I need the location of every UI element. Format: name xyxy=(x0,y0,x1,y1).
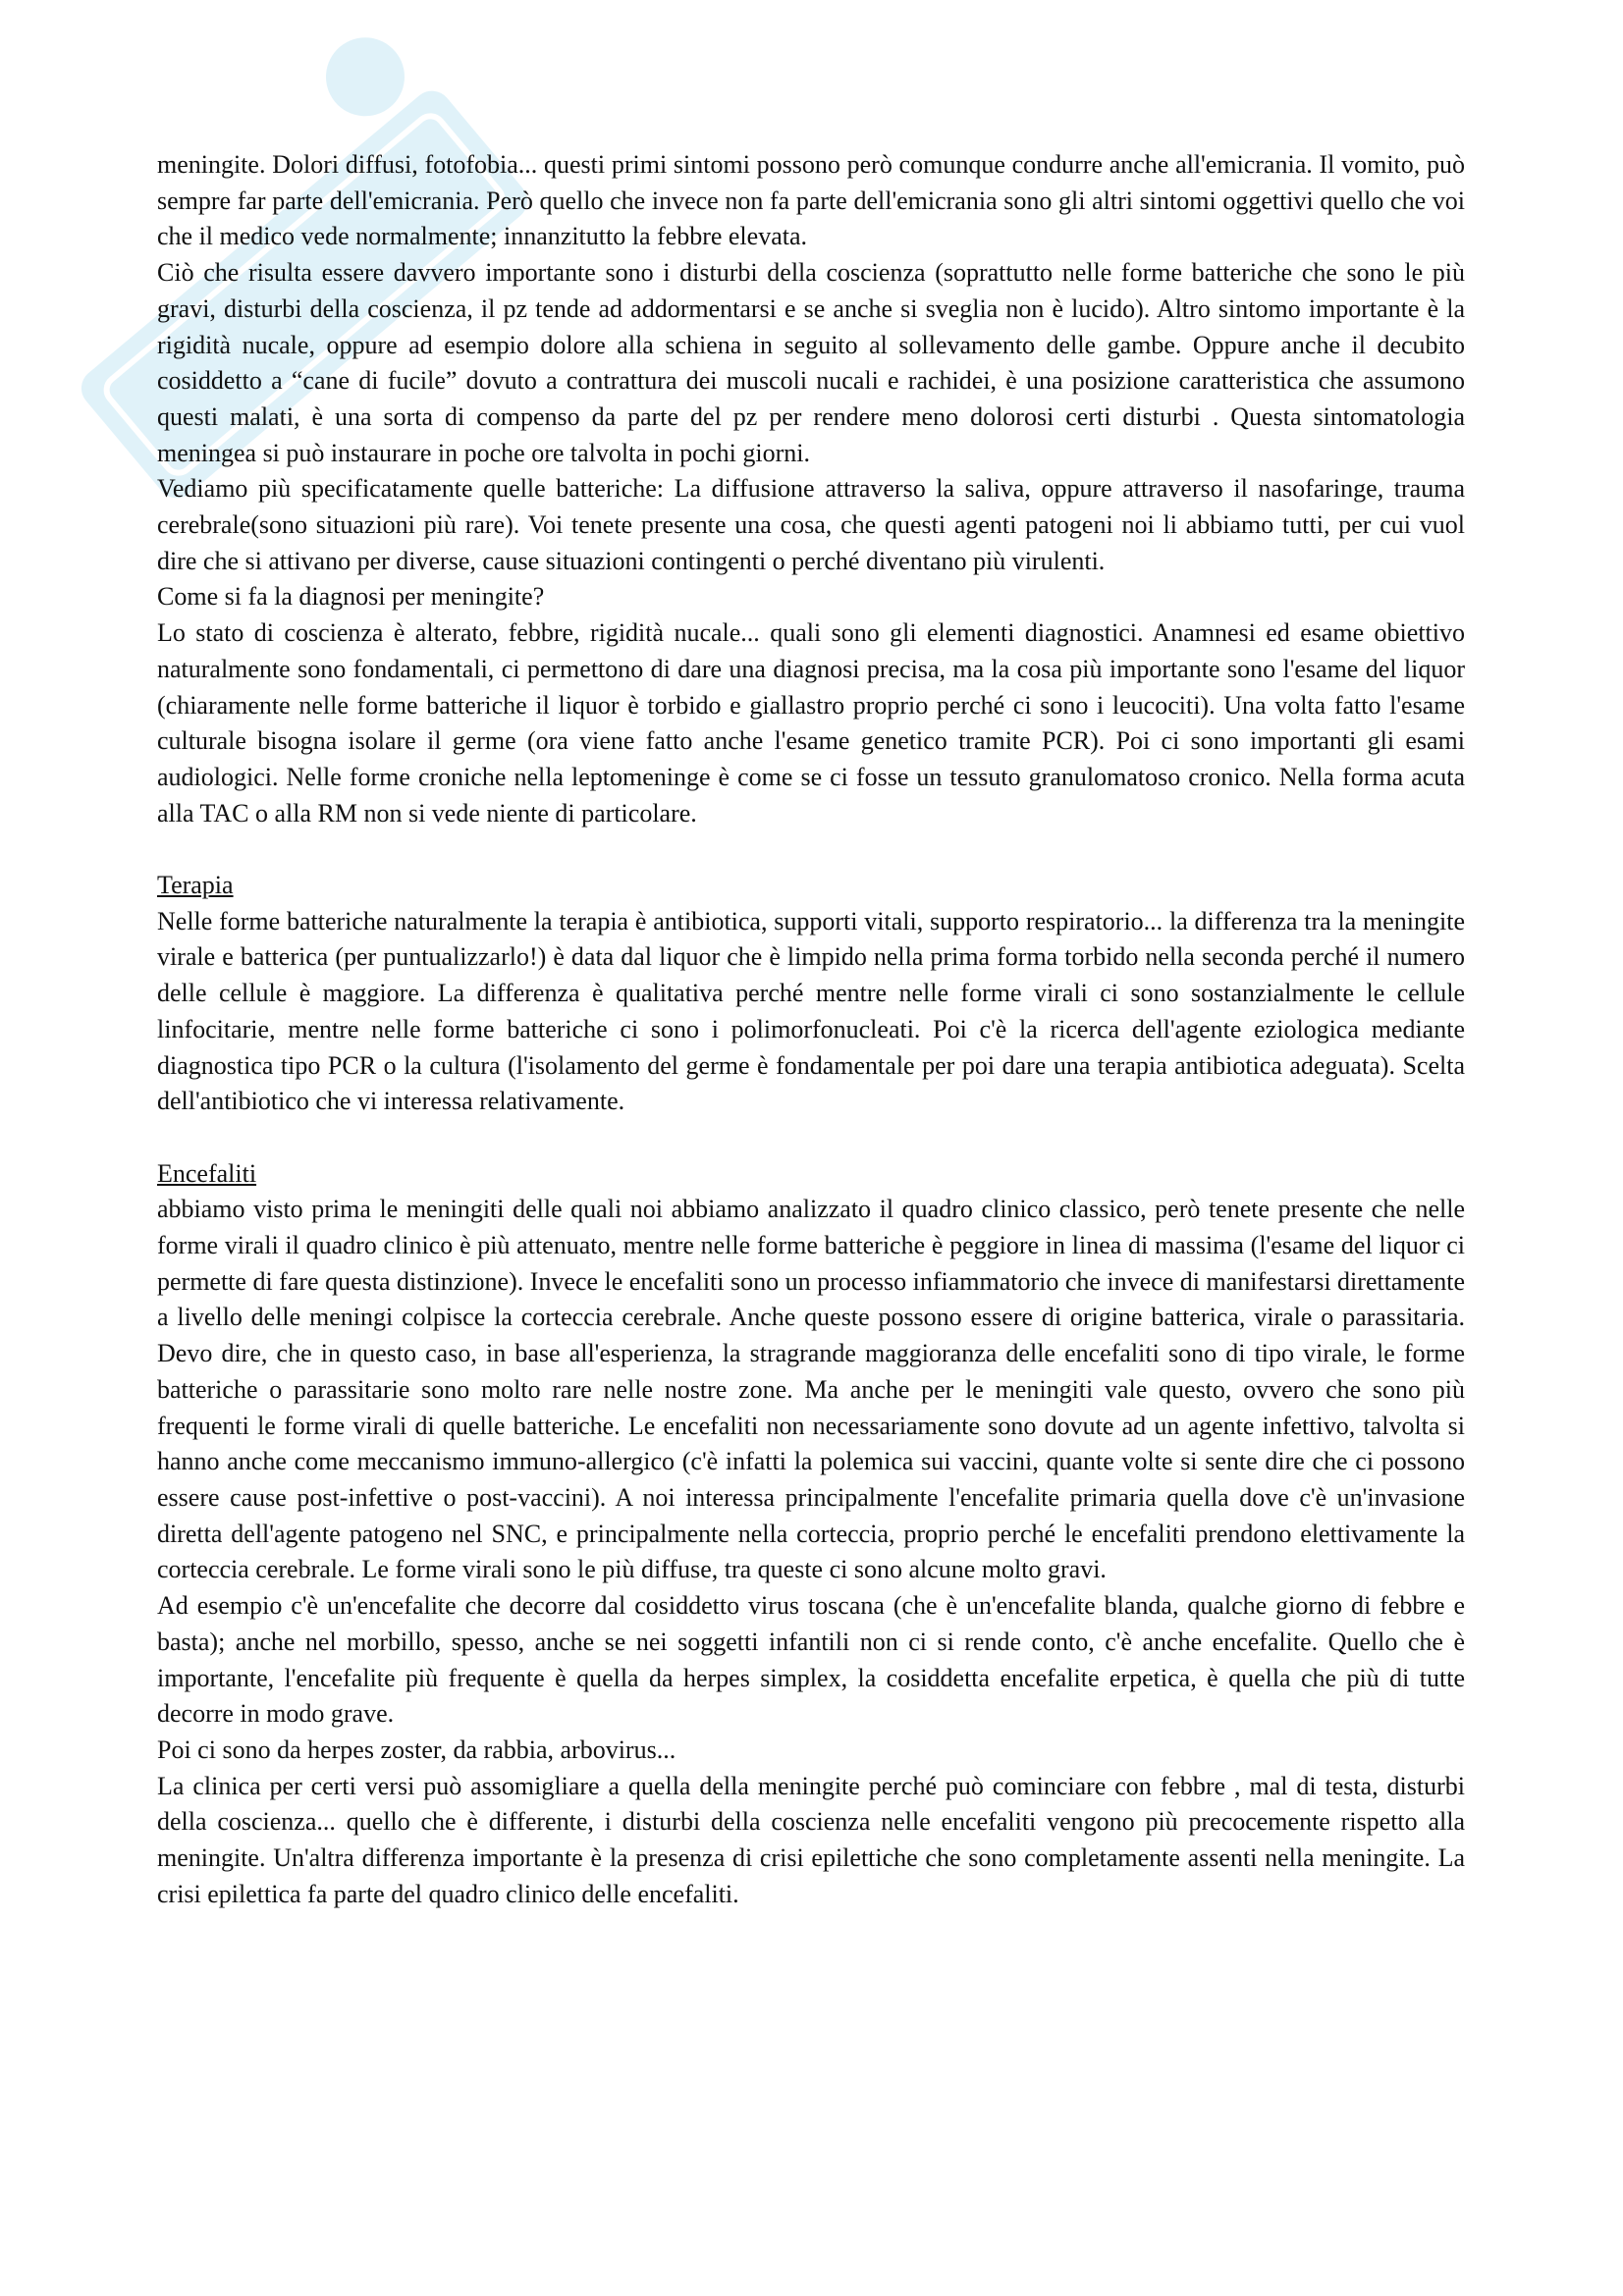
spacer xyxy=(157,831,1465,868)
paragraph-encefaliti-altri-virus: Poi ci sono da herpes zoster, da rabbia, arbovirus... xyxy=(157,1735,676,1764)
section-heading-encefaliti: Encefaliti xyxy=(157,1158,257,1188)
paragraph-disturbi-coscienza: Ciò che risulta essere davvero importante sono i disturbi della coscienza (soprattutto nelle forme batteriche che sono le più gravi, disturbi della coscienza, il pz tende ad addormentarsi e se anche si sveglia non è lucido). Altro sintomo importante è la rigidità nucale, oppure ad esempio dolore alla schiena in seguito al sollevamento delle gambe. Oppure anche il decubito cosiddetto a “cane di fucile” dovuto a contrattura dei muscoli nucali e rachidei, è una posizione caratteristica che assumono questi malati, è una sorta di compenso da parte del pz per rendere meno dolorosi certi disturbi . Questa sintomatologia meningea si può instaurare in poche ore talvolta in pochi giorni. xyxy=(157,258,1465,467)
paragraph-encefaliti-clinica: La clinica per certi versi può assomigliare a quella della meningite perché può cominciare con febbre , mal di testa, disturbi della coscienza... quello che è differente, i disturbi della coscienza nelle encefaliti vengono più precocemente rispetto alla meningite. Un'altra differenza importante è la presenza di crisi epilettiche che sono completamente assenti nella meningite. La crisi epilettica fa parte del quadro clinico delle encefaliti. xyxy=(157,1771,1465,1908)
paragraph-meningite-sintomi: meningite. Dolori diffusi, fotofobia... questi primi sintomi possono però comunque condurre anche all'emicrania. Il vomito, può sempre far parte dell'emicrania. Però quello che invece non fa parte dell'emicrania sono gli altri sintomi oggettivi quello che voi che il medico vede normalmente; innanzitutto la febbre elevata. xyxy=(157,150,1465,251)
spacer xyxy=(157,1120,1465,1156)
paragraph-batteriche: Vediamo più specificatamente quelle batteriche: La diffusione attraverso la saliva, oppure attraverso il nasofaringe, trauma cerebrale(sono situazioni più rare). Voi tenete presente una cosa, che questi agenti patogeni noi li abbiamo tutti, per cui vuol dire che si attivano per diverse, cause situazioni contingenti o perché diventano più virulenti. xyxy=(157,474,1465,575)
paragraph-diagnosi: Lo stato di coscienza è alterato, febbre, rigidità nucale... quali sono gli elementi diagnostici. Anamnesi ed esame obiettivo naturalmente sono fondamentali, ci permettono di dare una diagnosi precisa, ma la cosa più importante sono l'esame del liquor (chiaramente nelle forme batteriche il liquor è torbido e giallastro proprio perché ci sono i leucociti). Una volta fatto l'esame culturale bisogna isolare il germe (ora viene fatto anche l'esame genetico tramite PCR). Poi ci sono importanti gli esami audiologici. Nelle forme croniche nella leptomeninge è come se ci fosse un tessuto granulomatoso cronico. Nella forma acuta alla TAC o alla RM non si vede niente di particolare. xyxy=(157,618,1465,828)
paragraph-encefaliti-intro: abbiamo visto prima le meningiti delle quali noi abbiamo analizzato il quadro clinico classico, però tenete presente che nelle forme virali il quadro clinico è più attenuato, mentre nelle forme batteriche è peggiore in linea di massima (l'esame del liquor ci permette di fare questa distinzione). Invece le encefaliti sono un processo infiammatorio che invece di manifestarsi direttamente a livello delle meningi colpisce la corteccia cerebrale. Anche queste possono essere di origine batterica, virale o parassitaria. Devo dire, che in questo caso, in base all'esperienza, la stragrande maggioranza delle encefaliti sono di tipo virale, le forme batteriche o parassitarie sono molto rare nelle nostre zone. Ma anche per le meningiti vale questo, ovvero che sono più frequenti le forme virali di quelle batteriche. Le encefaliti non necessariamente sono dovute ad un agente infettivo, talvolta si hanno anche come meccanismo immuno-allergico (c'è infatti la polemica sui vaccini, quante volte si sente dire che ci possono essere cause post-infettive o post-vaccini). A noi interessa principalmente l'encefalite primaria quella dove c'è un'invasione diretta dell'agente patogeno nel SNC, e principalmente nella corteccia, proprio perché le encefaliti prendono elettivamente la corteccia cerebrale. Le forme virali sono le più diffuse, tra queste ci sono alcune molto gravi. xyxy=(157,1195,1465,1584)
document-page xyxy=(157,147,1465,1912)
section-heading-terapia: Terapia xyxy=(157,871,234,900)
paragraph-terapia: Nelle forme batteriche naturalmente la terapia è antibiotica, supporti vitali, supporto respiratorio... la differenza tra la meningite virale e batterica (per puntualizzarlo!) è data dal liquor che è limpido nella prima forma torbido nella seconda perché il numero delle cellule è maggiore. La differenza è qualitativa perché mentre nelle forme virali ci sono sostanzialmente le cellule linfocitarie, mentre nelle forme batteriche ci sono i polimorfonucleati. Poi c'è la ricerca dell'agente eziologica mediante diagnostica tipo PCR o la cultura (l'isolamento del germe è fondamentale per poi dare una terapia antibiotica adeguata). Scelta dell'antibiotico che vi interessa relativamente. xyxy=(157,906,1465,1116)
paragraph-encefaliti-esempi: Ad esempio c'è un'encefalite che decorre dal cosiddetto virus toscana (che è un'encefalite blanda, qualche giorno di febbre e basta); anche nel morbillo, spesso, anche se nei soggetti infantili non ci si rende conto, c'è anche encefalite. Quello che è importante, l'encefalite più frequente è quella da herpes simplex, la cosiddetta encefalite erpetica, è quella che più di tutte decorre in modo grave. xyxy=(157,1591,1465,1729)
paragraph-domanda-diagnosi: Come si fa la diagnosi per meningite? xyxy=(157,582,545,612)
